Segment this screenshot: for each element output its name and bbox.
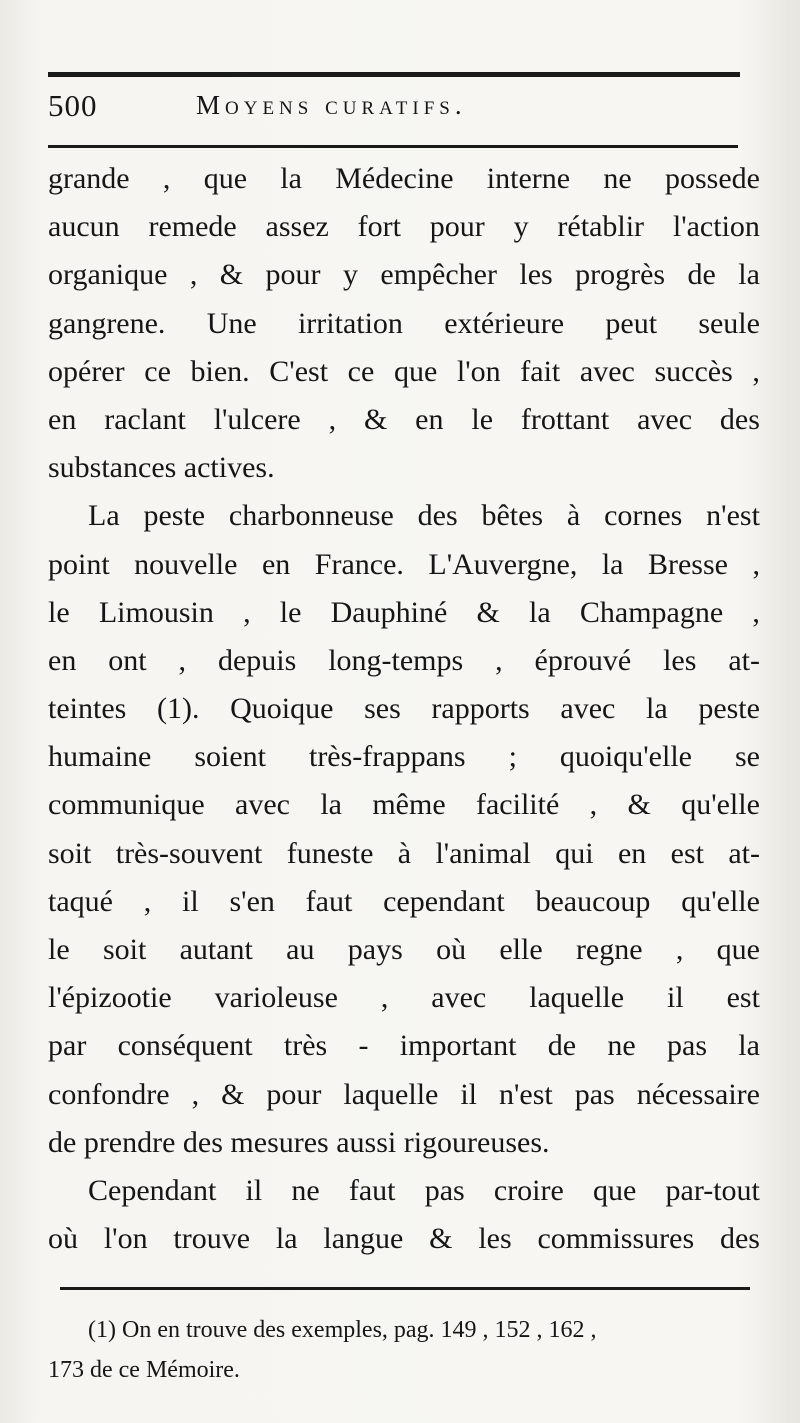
text-line: aucun remede assez fort pour y rétablir l'action: [48, 210, 760, 244]
text-line: communique avec la même facilité , & qu'elle: [48, 788, 760, 822]
header-rule: [48, 145, 738, 148]
text-line: l'épizootie varioleuse , avec laquelle il est: [48, 981, 760, 1015]
text-line: organique , & pour y empêcher les progrès de la: [48, 258, 760, 292]
footnote-rule: [60, 1287, 750, 1290]
footnote-line: (1) On en trouve des exemples, pag. 149 , 152 , 162 ,: [88, 1317, 597, 1343]
text-line: grande , que la Médecine interne ne possede: [48, 162, 760, 195]
text-line: le soit autant au pays où elle regne , que: [48, 933, 760, 966]
text-line: teintes (1). Quoique ses rapports avec la peste: [48, 692, 760, 726]
text-line: substances actives.: [48, 451, 275, 485]
text-line: le Limousin , le Dauphiné & la Champagne ,: [48, 595, 760, 629]
text-line: taqué , il s'en faut cependant beaucoup qu'elle: [48, 884, 760, 918]
text-line: où l'on trouve la langue & les commissures des: [48, 1222, 760, 1256]
text-line: confondre , & pour laquelle il n'est pas nécessaire: [48, 1077, 760, 1111]
text-line: La peste charbonneuse des bêtes à cornes n'est: [88, 499, 760, 533]
text-line: Cependant il ne faut pas croire que par-tout: [88, 1173, 760, 1207]
running-title: Moyens curatifs.: [196, 90, 467, 120]
text-line: soit très-souvent funeste à l'animal qui en est at-: [48, 836, 760, 870]
footnote: [48, 1310, 760, 1390]
page-header: [48, 86, 748, 134]
footnote-line: 173 de ce Mémoire.: [48, 1357, 240, 1383]
text-line: point nouvelle en France. L'Auvergne, la Bresse ,: [48, 547, 760, 581]
text-line: opérer ce bien. C'est ce que l'on fait avec succès ,: [48, 354, 760, 388]
body-text: [48, 155, 760, 1263]
text-line: en raclant l'ulcere , & en le frottant avec des: [48, 402, 760, 436]
text-line: par conséquent très - important de ne pas la: [48, 1029, 760, 1063]
text-line: en ont , depuis long-temps , éprouvé les at-: [48, 643, 760, 677]
text-line: humaine soient très-frappans ; quoiqu'elle se: [48, 740, 760, 774]
text-line: gangrene. Une irritation extérieure peut seule: [48, 306, 760, 340]
text-line: de prendre des mesures aussi rigoureuses.: [48, 1125, 550, 1159]
top-rule: [48, 72, 740, 77]
page-number: 500: [48, 88, 98, 123]
